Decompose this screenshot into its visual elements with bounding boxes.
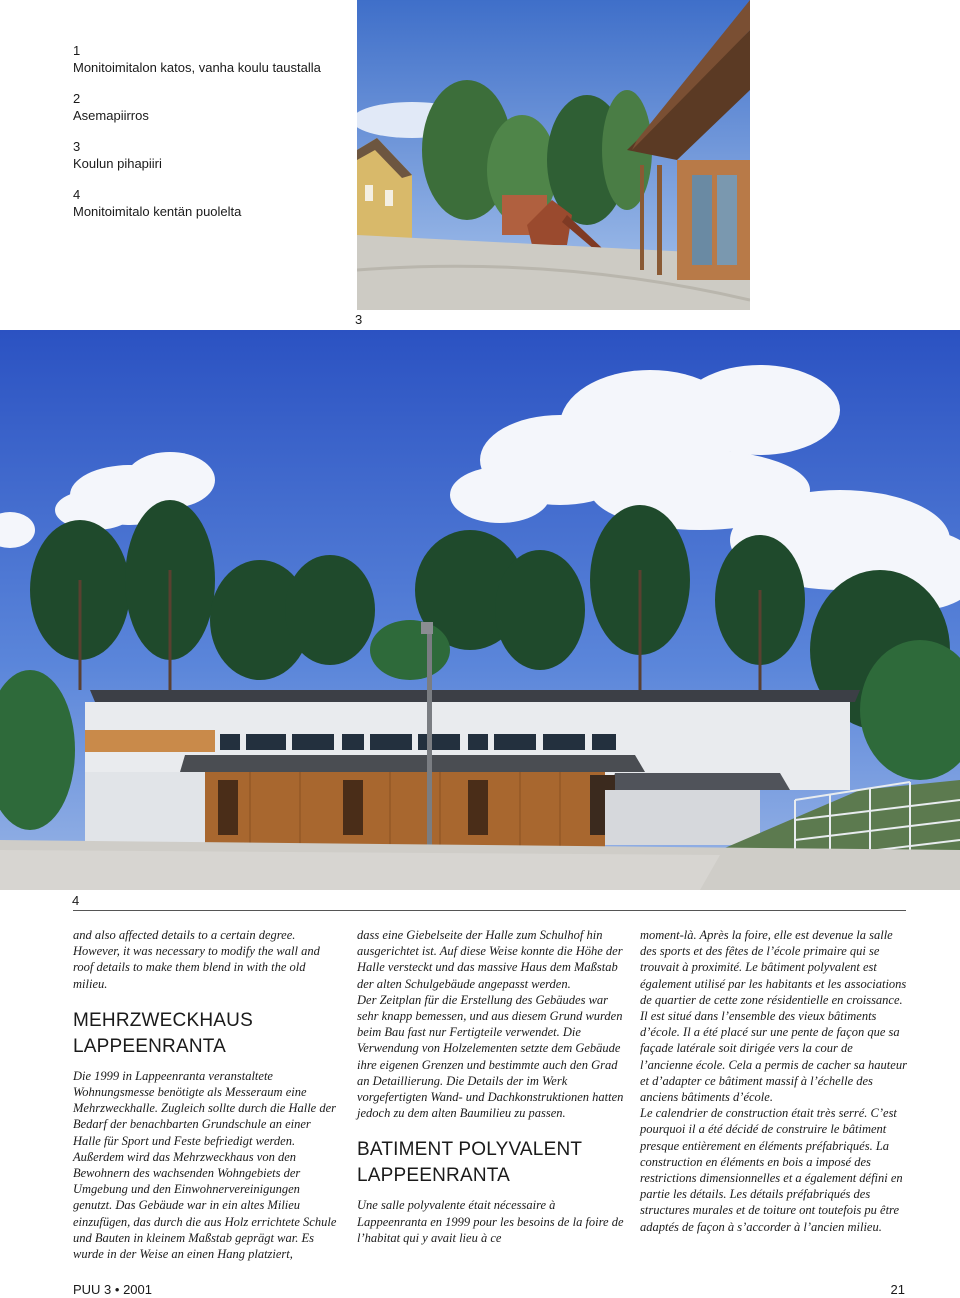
divider-rule bbox=[73, 910, 906, 911]
caption-number: 4 bbox=[73, 187, 81, 202]
caption-text: Monitoimitalo kentän puolelta bbox=[73, 204, 242, 219]
heading-line: MEHRZWECKHAUS bbox=[73, 1009, 253, 1031]
figure-label-4: 4 bbox=[72, 893, 80, 908]
caption-number: 2 bbox=[73, 91, 81, 106]
photo-multipurpose-hall bbox=[0, 330, 960, 890]
german-paragraph: Die 1999 in Lappeenranta veranstaltete Wohnungsmesse benötigte als Messeraum eine Mehrzweckhalle. Zugleich sollte durch die Halle der Bedarf der benachbarten Grundschule an einer Halle für Sport und Feste befriedigt werden. Außerdem wird das Mehrzweckhaus von den Bewohnern des wachsenden Wohngebiets der Umgebung und den Einwohnervereinigungen genutzt. Das Gebäude war in ein altes Milieu einzufügen, das durch die aus Holz errichtete Schule und Bauten in kleinem Maßstab geprägt war. Es wurde in der Weise an einen Hang platziert, bbox=[73, 1068, 337, 1262]
section-heading-german bbox=[73, 1008, 341, 1060]
text-column-2 bbox=[357, 927, 625, 1246]
caption-number: 3 bbox=[73, 139, 81, 154]
caption-text: Asemapiirros bbox=[73, 108, 149, 123]
caption-1 bbox=[73, 42, 343, 76]
caption-number: 1 bbox=[73, 43, 81, 58]
french-paragraph: moment-là. Après la foire, elle est devenue la salle des sports et des fêtes de l’école primaire qui se trouvait à proximité. Le bâtiment polyvalent est également utilisé par les habitants et les associations de quartier de cette zone résidentielle en croissance. Il est situé dans l’ensemble des vieux bâtiments d’école. Il a été placé sur une pente de façon que sa façade latérale soit dirigée vers la cour de l’ancienne école. Cela a permis de cacher sa hauteur et d’adapter ce bâtiment massif à l’échelle des anciens bâtiments d’école. bbox=[640, 928, 907, 1105]
heading-line: BATIMENT POLYVALENT bbox=[357, 1139, 583, 1161]
caption-list bbox=[73, 42, 343, 234]
caption-text: Koulun pihapiiri bbox=[73, 156, 162, 171]
heading-line: LAPPEENRANTA bbox=[357, 1165, 511, 1187]
footer-page-number: 21 bbox=[890, 1282, 905, 1297]
section-heading-french bbox=[357, 1137, 625, 1189]
french-paragraph: Une salle polyvalente était nécessaire à Lappeenranta en 1999 pour les besoins de la foire de l’habitat qui y avait lieu à ce bbox=[357, 1198, 624, 1245]
french-paragraph: Le calendrier de construction était très serré. C’est pourquoi il a été décidé de construire le bâtiment presque entièrement en éléments préfabriqués. La construction en éléments en bois a imposé des restrictions dimensionnelles et a également défini en partie les détails. Les détails préfabriqués des structures murales et de toiture ont toutefois pu être adaptés de façon à s’accorder à l’ancien milieu. bbox=[640, 1106, 903, 1234]
photo-school-yard bbox=[357, 0, 750, 310]
text-column-3 bbox=[640, 927, 908, 1235]
english-paragraph: and also affected details to a certain degree. However, it was necessary to modify the wall and roof details to make them blend in with the old milieu. bbox=[73, 928, 320, 991]
caption-2 bbox=[73, 90, 343, 124]
heading-line: LAPPEENRANTA bbox=[73, 1035, 227, 1057]
text-column-1 bbox=[73, 927, 341, 1262]
caption-4 bbox=[73, 186, 343, 220]
caption-text: Monitoimitalon katos, vanha koulu taustalla bbox=[73, 60, 321, 75]
footer-publication: PUU 3 • 2001 bbox=[73, 1282, 152, 1297]
caption-3 bbox=[73, 138, 343, 172]
german-paragraph: Der Zeitplan für die Erstellung des Gebäudes war sehr knapp bemessen, und aus diesem Grund wurden beim Bau fast nur Fertigteile verwendet. Die Verwendung von Holzelementen setzte dem Gebäude ihre eigenen Grenzen und bestimmte auch den Grad an Detaillierung. Die Details der im Werk vorgefertigten Wand- und Dachkonstruktionen hatten jedoch zu dem alten Baumilieu zu passen. bbox=[357, 992, 624, 1121]
german-paragraph: dass eine Giebelseite der Halle zum Schulhof hin ausgerichtet ist. Auf diese Weise konnte die Höhe der Halle versteckt und das massive Haus dem Maßstab der alten Schulgebäude angepasst werden. bbox=[357, 928, 623, 991]
figure-label-3: 3 bbox=[355, 312, 363, 327]
